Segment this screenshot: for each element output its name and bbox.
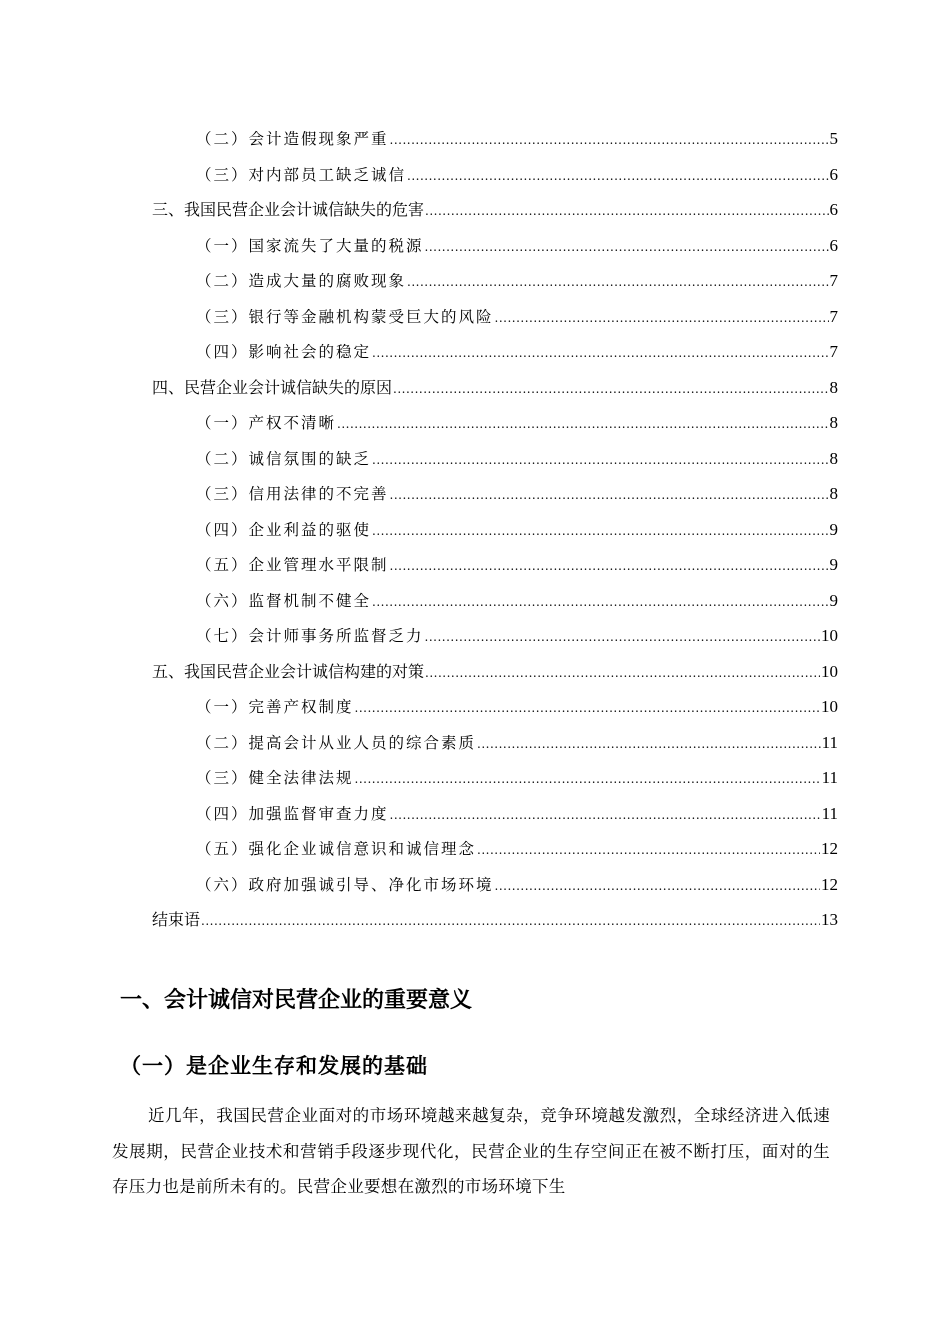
subsection-heading: （一）是企业生存和发展的基础 — [120, 1054, 428, 1078]
toc-entry-title: （六）政府加强诚引导、净化市场环境 — [196, 875, 494, 894]
toc-entry-title: （六）监督机制不健全 — [196, 591, 372, 610]
toc-entry-title: （三）健全法律法规 — [196, 769, 354, 787]
toc-entry-page-number: 10 — [821, 626, 838, 645]
toc-dot-leader — [425, 230, 829, 266]
section-heading: 一、会计诚信对民营企业的重要意义 — [120, 988, 473, 1013]
toc-dot-leader — [337, 407, 828, 443]
toc-entry-title: （五）企业管理水平限制 — [196, 556, 389, 574]
toc-dot-leader — [495, 301, 829, 337]
toc-dot-leader — [372, 514, 828, 550]
toc-entry[interactable] — [152, 299, 838, 335]
toc-entry[interactable] — [152, 760, 838, 796]
toc-entry-page-number: 11 — [821, 732, 838, 752]
toc-entry-title: （二）诚信氛围的缺乏 — [196, 449, 372, 468]
toc-entry-title: （四）影响社会的稳定 — [196, 343, 372, 361]
toc-dot-leader — [390, 123, 829, 159]
toc-entry[interactable] — [152, 831, 838, 867]
toc-entry-page-number: 8 — [829, 484, 838, 503]
toc-entry[interactable] — [152, 902, 838, 938]
toc-entry-page-number: 12 — [821, 874, 838, 894]
toc-entry-title: （五）强化企业诚信意识和诚信理念 — [196, 840, 477, 858]
toc-dot-leader — [393, 372, 828, 408]
toc-entry-title: （一）产权不清晰 — [196, 414, 337, 432]
toc-entry[interactable] — [152, 441, 838, 477]
toc-entry-page-number: 12 — [821, 839, 838, 858]
toc-entry[interactable] — [152, 228, 838, 264]
toc-dot-leader — [407, 159, 828, 195]
toc-entry[interactable] — [152, 263, 838, 299]
toc-entry-page-number: 6 — [829, 164, 838, 184]
toc-entry-title: （一）完善产权制度 — [196, 698, 354, 716]
toc-entry[interactable] — [152, 583, 838, 619]
toc-entry-title: （七）会计师事务所监督乏力 — [196, 627, 424, 645]
table-of-contents — [152, 121, 838, 938]
toc-entry-title: （一）国家流失了大量的税源 — [196, 236, 424, 255]
toc-entry-page-number: 7 — [829, 342, 838, 361]
toc-entry[interactable] — [152, 547, 838, 583]
toc-entry[interactable] — [152, 476, 838, 512]
toc-entry[interactable] — [152, 192, 838, 228]
toc-entry-page-number: 7 — [829, 271, 838, 290]
toc-entry-title: （三）银行等金融机构蒙受巨大的风险 — [196, 307, 494, 326]
toc-entry[interactable] — [152, 725, 838, 761]
toc-entry-title: 三、我国民营企业会计诚信缺失的危害 — [152, 200, 425, 219]
toc-dot-leader — [390, 798, 821, 834]
toc-dot-leader — [425, 656, 820, 692]
toc-entry-title: （二）会计造假现象严重 — [196, 130, 389, 148]
toc-dot-leader — [372, 585, 828, 621]
toc-entry-page-number: 10 — [821, 661, 838, 681]
toc-dot-leader — [407, 265, 828, 301]
toc-dot-leader — [201, 904, 820, 940]
toc-entry-title: （二）造成大量的腐败现象 — [196, 272, 407, 290]
toc-entry[interactable] — [152, 654, 838, 690]
toc-entry-title: 四、民营企业会计诚信缺失的原因 — [152, 377, 393, 397]
toc-entry-title: （三）对内部员工缺乏诚信 — [196, 165, 407, 184]
toc-entry[interactable] — [152, 867, 838, 903]
toc-entry-title: （四）企业利益的驱使 — [196, 520, 372, 539]
toc-entry-page-number: 8 — [829, 413, 838, 432]
toc-dot-leader — [390, 478, 829, 514]
toc-entry-page-number: 8 — [829, 448, 838, 468]
toc-dot-leader — [425, 194, 828, 230]
body-paragraph: 近几年，我国民营企业面对的市场环境越来越复杂，竞争环境越发激烈，全球经济进入低速发展期，民营企业技术和营销手段逐步现代化，民营企业的生存空间正在被不断打压，面对的生存压力也是前所未有的。民营企业要想在激烈的市场环境下生 — [112, 1106, 830, 1196]
toc-entry[interactable] — [152, 689, 838, 725]
toc-entry-page-number: 9 — [829, 590, 838, 610]
toc-entry-title: 五、我国民营企业会计诚信构建的对策 — [152, 661, 425, 681]
toc-entry[interactable] — [152, 334, 838, 370]
toc-entry-title: （四）加强监督审查力度 — [196, 804, 389, 823]
toc-dot-leader — [425, 620, 820, 656]
toc-entry-page-number: 13 — [821, 910, 838, 929]
toc-entry-page-number: 7 — [829, 306, 838, 326]
toc-entry-title: （二）提高会计从业人员的综合素质 — [196, 733, 477, 752]
toc-dot-leader — [477, 727, 821, 763]
toc-dot-leader — [372, 336, 828, 372]
toc-dot-leader — [355, 762, 821, 798]
toc-entry-page-number: 6 — [829, 235, 838, 255]
toc-dot-leader — [355, 691, 820, 727]
toc-entry-page-number: 5 — [829, 129, 838, 148]
toc-entry-page-number: 9 — [829, 519, 838, 539]
toc-entry[interactable] — [152, 796, 838, 832]
toc-entry[interactable] — [152, 618, 838, 654]
toc-entry-title: 结束语 — [152, 910, 201, 929]
toc-entry-title: （三）信用法律的不完善 — [196, 485, 389, 503]
toc-entry[interactable] — [152, 512, 838, 548]
toc-entry-page-number: 11 — [821, 803, 838, 823]
toc-dot-leader — [390, 549, 829, 585]
toc-entry[interactable] — [152, 370, 838, 406]
toc-dot-leader — [477, 833, 820, 869]
toc-entry[interactable] — [152, 121, 838, 157]
toc-entry-page-number: 11 — [821, 768, 838, 787]
toc-entry[interactable] — [152, 157, 838, 193]
toc-entry-page-number: 9 — [829, 555, 838, 574]
toc-entry[interactable] — [152, 405, 838, 441]
toc-entry-page-number: 8 — [829, 377, 838, 397]
toc-dot-leader — [495, 869, 820, 905]
toc-entry-page-number: 10 — [821, 697, 838, 716]
toc-dot-leader — [372, 443, 828, 479]
toc-entry-page-number: 6 — [829, 200, 838, 219]
